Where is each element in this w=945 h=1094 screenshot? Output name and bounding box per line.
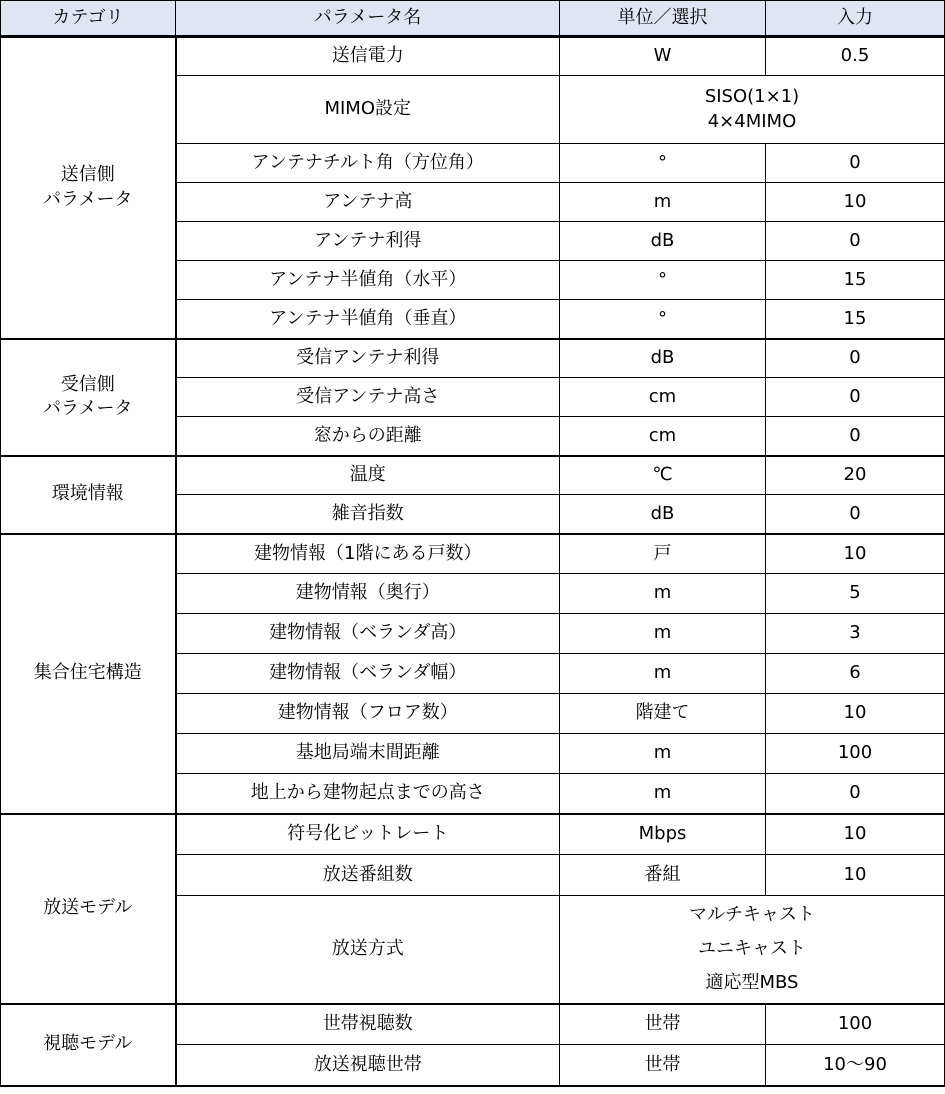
input-cell[interactable]: 0 <box>766 495 945 534</box>
input-cell[interactable]: 5 <box>766 574 945 614</box>
header-unit: 単位／選択 <box>560 1 766 37</box>
param-cell: 受信アンテナ利得 <box>176 339 560 378</box>
unit-cell: dB <box>560 339 766 378</box>
unit-cell: 戸 <box>560 534 766 574</box>
header-row <box>1 1 945 37</box>
unit-cell: dB <box>560 495 766 534</box>
table-row <box>1 339 945 378</box>
param-cell: 建物情報（ベランダ高） <box>176 614 560 654</box>
param-cell: 建物情報（フロア数） <box>176 694 560 734</box>
param-cell: 雑音指数 <box>176 495 560 534</box>
input-cell[interactable]: 100 <box>766 734 945 774</box>
table-row <box>1 456 945 495</box>
table-row <box>1 534 945 574</box>
input-cell[interactable]: 6 <box>766 654 945 694</box>
broadcast-method-options-cell[interactable] <box>560 896 945 1004</box>
mimo-option-siso[interactable]: SISO(1×1) <box>704 86 800 108</box>
param-cell: 受信アンテナ高さ <box>176 378 560 417</box>
category-rx-line1: 受信側 <box>60 373 115 395</box>
unit-cell: dB <box>560 222 766 261</box>
param-cell: アンテナ高 <box>176 183 560 222</box>
param-cell: 建物情報（奥行） <box>176 574 560 614</box>
param-cell: 建物情報（1階にある戸数） <box>176 534 560 574</box>
param-cell: アンテナチルト角（方位角） <box>176 144 560 183</box>
param-cell: MIMO設定 <box>176 76 560 144</box>
unit-cell: Mbps <box>560 814 766 855</box>
unit-cell: ° <box>560 144 766 183</box>
broadcast-option-unicast[interactable]: ユニキャスト <box>698 938 806 960</box>
unit-cell: ℃ <box>560 456 766 495</box>
unit-cell: W <box>560 37 766 76</box>
input-cell[interactable]: 3 <box>766 614 945 654</box>
table-row <box>1 37 945 76</box>
category-rx <box>1 339 176 456</box>
category-building: 集合住宅構造 <box>1 534 176 814</box>
unit-cell: 階建て <box>560 694 766 734</box>
unit-cell: ° <box>560 261 766 300</box>
input-cell[interactable]: 0.5 <box>766 37 945 76</box>
input-cell[interactable]: 10〜90 <box>766 1045 945 1086</box>
input-cell[interactable]: 10 <box>766 814 945 855</box>
category-tx-line2: パラメータ <box>43 188 133 210</box>
input-cell[interactable]: 20 <box>766 456 945 495</box>
header-param: パラメータ名 <box>176 1 560 37</box>
param-cell: 窓からの距離 <box>176 417 560 456</box>
input-cell[interactable]: 15 <box>766 261 945 300</box>
broadcast-option-multicast[interactable]: マルチキャスト <box>689 903 815 925</box>
category-tx <box>1 37 176 339</box>
table-row <box>1 1004 945 1045</box>
unit-cell: m <box>560 574 766 614</box>
unit-cell: cm <box>560 378 766 417</box>
input-cell[interactable]: 15 <box>766 300 945 339</box>
input-cell[interactable]: 0 <box>766 774 945 814</box>
input-cell[interactable]: 0 <box>766 417 945 456</box>
input-cell[interactable]: 100 <box>766 1004 945 1045</box>
param-cell: アンテナ利得 <box>176 222 560 261</box>
param-cell: 世帯視聴数 <box>176 1004 560 1045</box>
param-cell: アンテナ半値角（水平） <box>176 261 560 300</box>
table-row <box>1 814 945 855</box>
param-cell: アンテナ半値角（垂直） <box>176 300 560 339</box>
broadcast-option-adaptive-mbs[interactable]: 適応型MBS <box>705 972 799 994</box>
unit-cell: m <box>560 774 766 814</box>
mimo-option-4x4[interactable]: 4×4MIMO <box>707 110 797 132</box>
unit-cell: m <box>560 654 766 694</box>
param-cell: 放送番組数 <box>176 855 560 896</box>
param-cell: 建物情報（ベランダ幅） <box>176 654 560 694</box>
category-viewing: 視聴モデル <box>1 1004 176 1086</box>
unit-cell: 番組 <box>560 855 766 896</box>
category-rx-line2: パラメータ <box>43 398 133 419</box>
input-cell[interactable]: 10 <box>766 183 945 222</box>
input-cell[interactable]: 10 <box>766 855 945 896</box>
unit-cell: 世帯 <box>560 1004 766 1045</box>
header-category: カテゴリ <box>1 1 176 37</box>
input-cell[interactable]: 10 <box>766 534 945 574</box>
param-cell: 基地局端末間距離 <box>176 734 560 774</box>
unit-cell: ° <box>560 300 766 339</box>
header-input: 入力 <box>766 1 945 37</box>
input-cell[interactable]: 0 <box>766 339 945 378</box>
param-cell: 放送方式 <box>176 896 560 1004</box>
param-cell: 放送視聴世帯 <box>176 1045 560 1086</box>
param-cell: 温度 <box>176 456 560 495</box>
param-cell: 地上から建物起点までの高さ <box>176 774 560 814</box>
input-cell[interactable]: 10 <box>766 694 945 734</box>
category-tx-line1: 送信側 <box>60 164 115 186</box>
unit-cell: m <box>560 183 766 222</box>
unit-cell: cm <box>560 417 766 456</box>
unit-cell: m <box>560 614 766 654</box>
category-broadcast: 放送モデル <box>1 814 176 1004</box>
param-cell: 送信電力 <box>176 37 560 76</box>
param-cell: 符号化ビットレート <box>176 814 560 855</box>
category-env: 環境情報 <box>1 456 176 534</box>
mimo-options-cell[interactable] <box>560 76 945 144</box>
unit-cell: m <box>560 734 766 774</box>
input-cell[interactable]: 0 <box>766 378 945 417</box>
input-cell[interactable]: 0 <box>766 144 945 183</box>
unit-cell: 世帯 <box>560 1045 766 1086</box>
input-cell[interactable]: 0 <box>766 222 945 261</box>
